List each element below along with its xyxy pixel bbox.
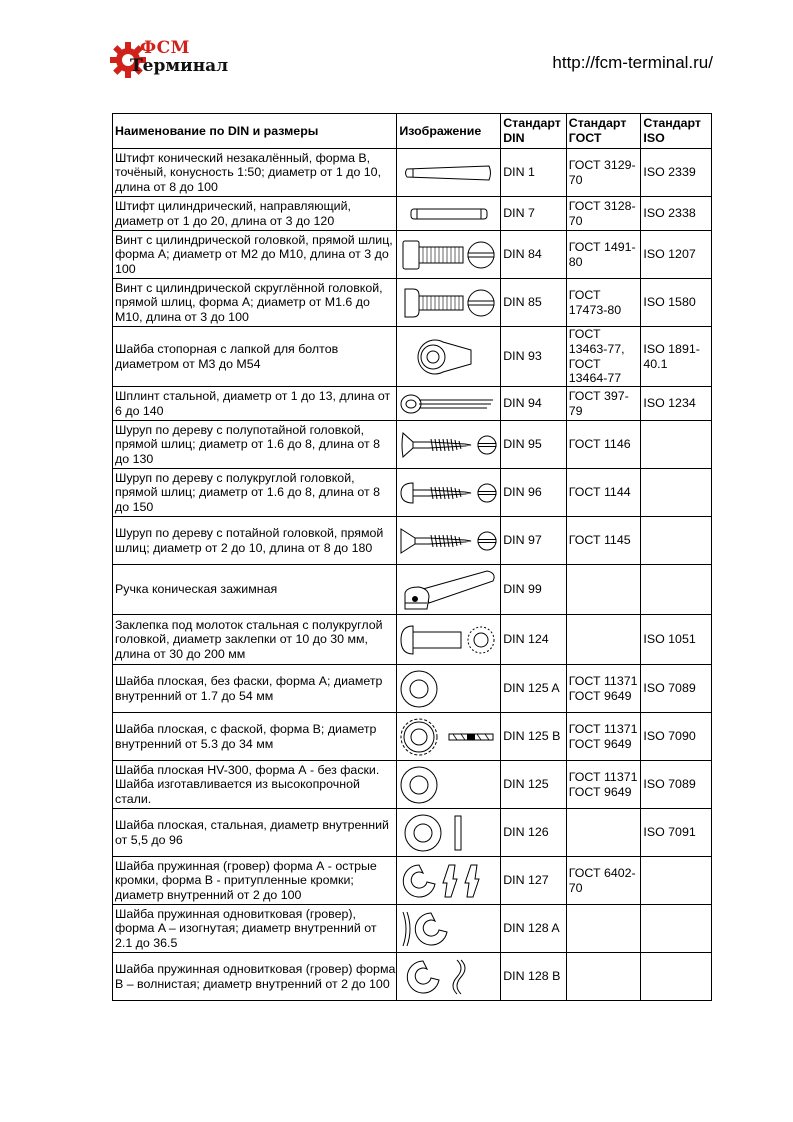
din-standard: DIN 128 A [501,905,567,953]
company-logo [108,36,238,82]
item-image-cell [397,149,501,197]
gost-standard: ГОСТ 1491-80 [566,231,641,279]
column-header-gost: Стандарт ГОСТ [566,114,641,149]
item-image-cell [397,421,501,469]
din-standard: DIN 93 [501,327,567,387]
din-standard: DIN 127 [501,857,567,905]
item-image-cell [397,905,501,953]
table-row [113,953,712,1001]
gost-standard [566,809,641,857]
iso-standard [641,565,712,615]
item-image-cell [397,517,501,565]
table-row [113,809,712,857]
item-image-cell [397,953,501,1001]
table-row [113,713,712,761]
iso-standard [641,905,712,953]
iso-standard: ISO 7089 [641,761,712,809]
tapered-handle-icon [399,567,499,613]
din-standard: DIN 84 [501,231,567,279]
iso-standard: ISO 1234 [641,387,712,421]
column-header-iso: Стандарт ISO [641,114,712,149]
item-name: Винт с цилиндрической головкой, прямой шлиц, форма A; диаметр от M2 до M10, длина от 3 до 100 [113,231,397,279]
item-image-cell [397,857,501,905]
curved-spring-washer-icon [399,908,499,950]
item-image-cell [397,197,501,231]
din-standard: DIN 99 [501,565,567,615]
column-header-name: Наименование по DIN и размеры [113,114,397,149]
chamfered-washer-icon [399,716,499,758]
table-row [113,615,712,665]
taper-pin-icon [401,158,496,188]
item-name: Шайба плоская HV-300, форма А - без фаски. Шайба изготавливается из высокопрочной стали. [113,761,397,809]
table-row [113,905,712,953]
column-header-din: Стандарт DIN [501,114,567,149]
din-standard: DIN 125 B [501,713,567,761]
item-image-cell [397,279,501,327]
tab-washer-icon [409,334,489,380]
item-name: Винт с цилиндрической скруглённой головкой, прямой шлиц, форма A; диаметр от M1.6 до M10, длина от 3 до 100 [113,279,397,327]
gost-standard [566,953,641,1001]
table-row [113,327,712,387]
site-url[interactable]: http://fcm-terminal.ru/ [552,53,713,72]
gost-standard: ГОСТ 397-79 [566,387,641,421]
item-name: Шуруп по дереву с полукруглой головкой, прямой шлиц; диаметр от 1.6 до 8, длина от 8 до 150 [113,469,397,517]
gost-standard: ГОСТ 11371 ГОСТ 9649 [566,761,641,809]
cheese-head-screw-icon [399,235,499,275]
iso-standard [641,469,712,517]
cotter-pin-icon [399,390,499,418]
gost-standard: ГОСТ 11371 ГОСТ 9649 [566,713,641,761]
iso-standard: ISO 7089 [641,665,712,713]
table-row [113,279,712,327]
table-row [113,387,712,421]
din-standard: DIN 126 [501,809,567,857]
item-name: Шайба пружинная (гровер) форма А - острые кромки, форма В - притупленные кромки; диаметр внутренний от 2 до 100 [113,857,397,905]
item-name: Ручка коническая зажимная [113,565,397,615]
item-name: Шайба плоская, стальная, диаметр внутренний от 5,5 до 96 [113,809,397,857]
item-name: Заклепка под молоток стальная с полукруглой головкой, диаметр заклепки от 10 до 30 мм, длина от 30 до 200 мм [113,615,397,665]
item-name: Шайба стопорная с лапкой для болтов диаметром от М3 до М54 [113,327,397,387]
gost-standard: ГОСТ 6402-70 [566,857,641,905]
table-row [113,517,712,565]
item-image-cell [397,327,501,387]
din-standard: DIN 124 [501,615,567,665]
table-row [113,421,712,469]
table-row [113,761,712,809]
item-name: Шайба плоская, без фаски, форма А; диаметр внутренний от 1.7 до 54 мм [113,665,397,713]
countersunk-wood-screw-icon [399,523,499,559]
din-standard: DIN 1 [501,149,567,197]
gost-standard [566,905,641,953]
gost-standard [566,615,641,665]
din-standard: DIN 94 [501,387,567,421]
gost-standard: ГОСТ 1145 [566,517,641,565]
din-standard: DIN 125 A [501,665,567,713]
column-header-image: Изображение [397,114,501,149]
gost-standard: ГОСТ 3128-70 [566,197,641,231]
iso-standard: ISO 1051 [641,615,712,665]
din-standard: DIN 125 [501,761,567,809]
spring-washer-icon [399,860,499,902]
item-name: Шайба пружинная одновитковая (гровер), форма A – изогнутая; диаметр внутренний от 2.1 до 36.5 [113,905,397,953]
din-standard: DIN 85 [501,279,567,327]
pan-head-screw-icon [399,283,499,323]
din-standard: DIN 96 [501,469,567,517]
item-image-cell [397,565,501,615]
iso-standard: ISO 7091 [641,809,712,857]
item-image-cell [397,713,501,761]
table-row [113,231,712,279]
din-standard: DIN 7 [501,197,567,231]
gost-standard: ГОСТ 1144 [566,469,641,517]
logo-text-top: ФСМ [140,38,190,58]
fastener-standards-table [112,113,712,1001]
item-name: Шплинт стальной, диаметр от 1 до 13, длина от 6 до 140 [113,387,397,421]
table-header-row [113,114,712,149]
gost-standard: ГОСТ 3129-70 [566,149,641,197]
item-image-cell [397,231,501,279]
gost-standard: ГОСТ 17473-80 [566,279,641,327]
cylindrical-pin-icon [401,201,496,227]
iso-standard: ISO 1891-40.1 [641,327,712,387]
din-standard: DIN 97 [501,517,567,565]
table-row [113,857,712,905]
item-name: Шайба пружинная одновитковая (гровер) форма В – волнистая; диаметр внутренний от 2 до 100 [113,953,397,1001]
gost-standard: ГОСТ 1146 [566,421,641,469]
item-name: Штифт цилиндрический, направляющий, диаметр от 1 до 20, длина от 3 до 120 [113,197,397,231]
table-row [113,197,712,231]
table-row [113,149,712,197]
hv-washer-icon [399,764,499,806]
item-name: Шайба плоская, с фаской, форма В; диаметр внутренний от 5.3 до 34 мм [113,713,397,761]
iso-standard: ISO 2338 [641,197,712,231]
item-image-cell [397,387,501,421]
flat-washer-icon [399,668,499,710]
iso-standard: ISO 1580 [641,279,712,327]
item-image-cell [397,761,501,809]
table-row [113,469,712,517]
item-image-cell [397,615,501,665]
item-image-cell [397,469,501,517]
gost-standard: ГОСТ 13463-77, ГОСТ 13464-77 [566,327,641,387]
item-image-cell [397,809,501,857]
iso-standard: ISO 1207 [641,231,712,279]
round-head-wood-screw-icon [399,475,499,511]
iso-standard: ISO 2339 [641,149,712,197]
raised-head-wood-screw-icon [399,427,499,463]
din-standard: DIN 95 [501,421,567,469]
logo-text-bottom: Терминал [130,56,229,76]
din-standard: DIN 128 B [501,953,567,1001]
iso-standard: ISO 7090 [641,713,712,761]
gost-standard: ГОСТ 11371 ГОСТ 9649 [566,665,641,713]
iso-standard [641,421,712,469]
wave-spring-washer-icon [399,956,499,998]
item-name: Шуруп по дереву с полупотайной головкой, прямой шлиц; диаметр от 1.6 до 8, длина от 8 до 130 [113,421,397,469]
item-image-cell [397,665,501,713]
iso-standard [641,953,712,1001]
item-name: Шуруп по дереву с потайной головкой, прямой шлиц; диаметр от 2 до 10, длина от 8 до 180 [113,517,397,565]
table-row [113,665,712,713]
iso-standard [641,857,712,905]
item-name: Штифт конический незакалённый, форма B, точёный, конусность 1:50; диаметр от 1 до 10, длина от 8 до 100 [113,149,397,197]
rivet-icon [399,620,499,660]
table-row [113,565,712,615]
iso-standard [641,517,712,565]
gost-standard [566,565,641,615]
steel-flat-washer-icon [399,812,499,854]
